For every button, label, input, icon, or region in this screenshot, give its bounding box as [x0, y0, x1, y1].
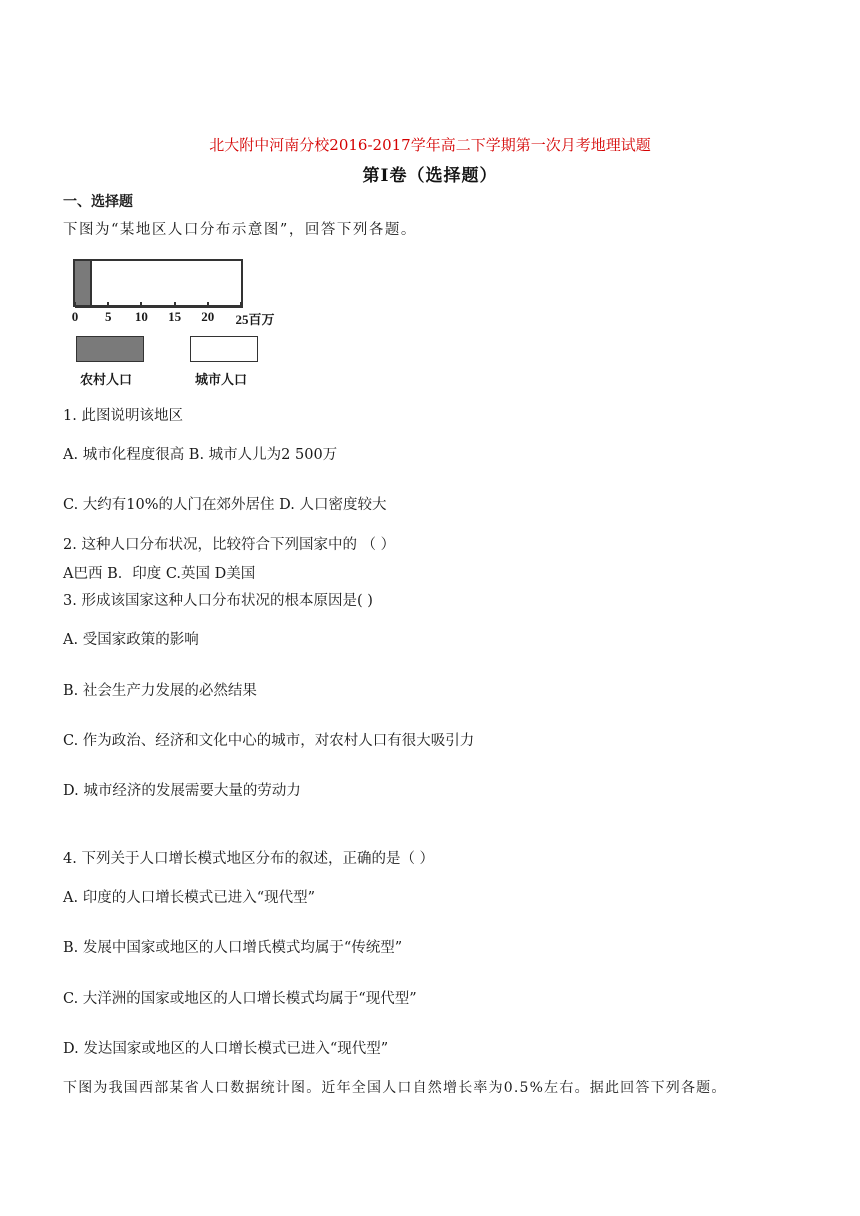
question-4-option-a: A. 印度的人口增长模式已进入“现代型” — [63, 890, 316, 906]
population-distribution-chart — [60, 252, 300, 392]
rural-bar — [75, 261, 92, 305]
x-tick-label: 20 — [201, 309, 215, 324]
intro-text-1: 下图为“某地区人口分布示意图”，回答下列各题。 — [63, 222, 417, 238]
question-2-stem: 2. 这种人口分布状况，比较符合下列国家中的 （ ） — [63, 537, 396, 553]
x-tick — [240, 302, 242, 307]
question-2-options: A巴西 B．印度 C.英国 D美国 — [63, 566, 256, 582]
legend-rural-label: 农村人口 — [80, 373, 133, 388]
x-axis — [75, 306, 243, 308]
legend-rural-swatch — [76, 336, 144, 362]
x-tick — [174, 302, 176, 307]
question-1-options-ab: A. 城市化程度很高 B. 城市人儿为2 500万 — [63, 447, 338, 463]
urban-bar — [73, 259, 243, 307]
question-3-option-a: A. 受国家政策的影响 — [63, 632, 199, 648]
question-1-stem: 1. 此图说明该地区 — [63, 408, 183, 424]
x-tick-label: 25百万 — [235, 312, 275, 327]
exam-title: 北大附中河南分校2016-2017学年高二下学期第一次月考地理试题 — [209, 136, 651, 154]
question-4-option-d: D. 发达国家或地区的人口增长模式已进入“现代型” — [63, 1041, 389, 1057]
question-3-option-c: C. 作为政治、经济和文化中心的城市，对农村人口有很大吸引力 — [63, 733, 475, 749]
legend-urban-label: 城市人口 — [195, 373, 248, 388]
paper-subtitle: 第Ⅰ卷（选择题） — [362, 166, 498, 186]
question-4-option-c: C. 大洋洲的国家或地区的人口增长模式均属于“现代型” — [63, 991, 417, 1007]
question-1-options-cd: C. 大约有10%的人门在郊外居住 D. 人口密度较大 — [63, 497, 387, 513]
x-tick — [140, 302, 142, 307]
x-tick — [107, 302, 109, 307]
x-tick-label: 10 — [134, 309, 148, 324]
x-tick-label: 15 — [168, 309, 182, 324]
question-3-option-b: B. 社会生产力发展的必然结果 — [63, 683, 257, 699]
x-tick — [74, 302, 76, 307]
x-tick-label: 5 — [104, 309, 112, 324]
x-tick-label: 0 — [71, 309, 79, 324]
x-tick — [207, 302, 209, 307]
section-heading: 一、选择题 — [63, 194, 133, 210]
question-3-stem: 3. 形成该国家这种人口分布状况的根本原因是( ) — [63, 593, 373, 609]
intro-text-2: 下图为我国西部某省人口数据统计图。近年全国人口自然增长率为0.5%左右。据此回答下列各题。 — [63, 1080, 727, 1096]
legend-urban-swatch — [190, 336, 258, 362]
question-4-option-b: B. 发展中国家或地区的人口增氏模式均属于“传统型” — [63, 940, 403, 956]
question-3-option-d: D. 城市经济的发展需要大量的劳动力 — [63, 783, 301, 799]
question-4-stem: 4. 下列关于人口增长模式地区分布的叙述，正确的是（ ） — [63, 851, 435, 867]
